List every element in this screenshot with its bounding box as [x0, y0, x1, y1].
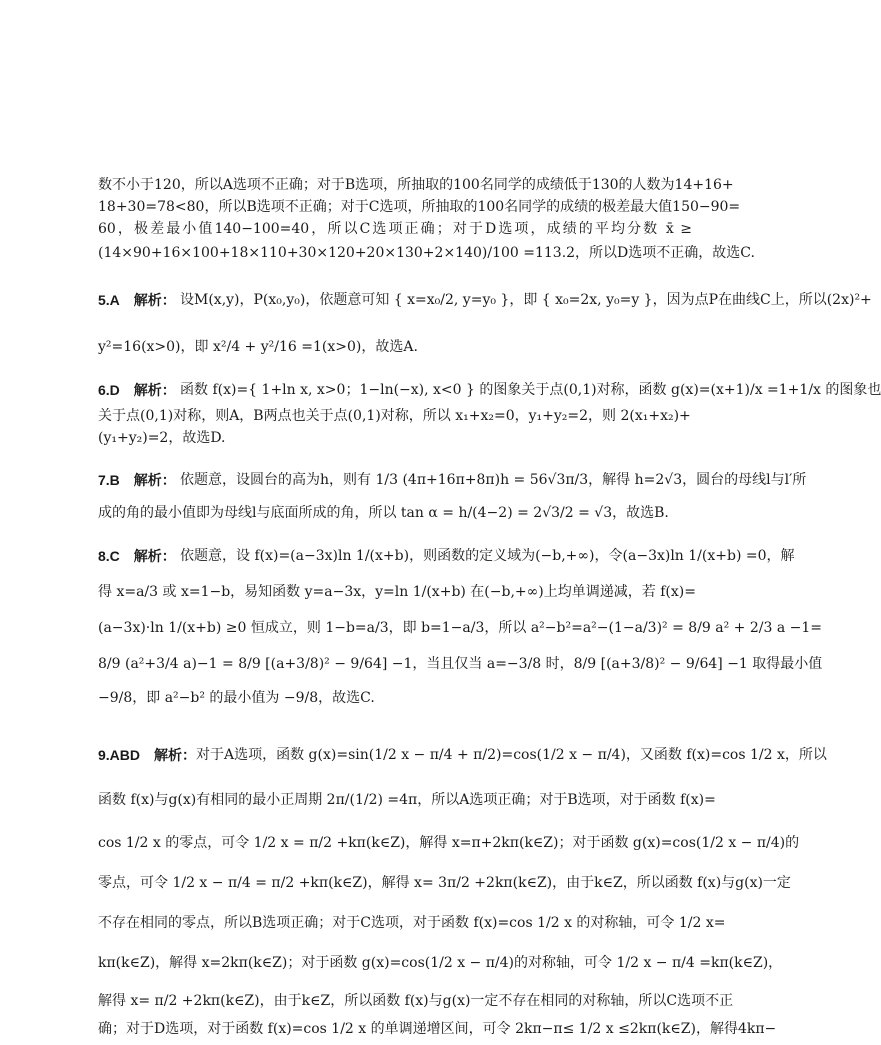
q8-line-2: 得 x=a/3 或 x=1−b，易知函数 y=a−3x，y=ln 1/(x+b) 在(−b,+∞)上均单调递减，若 f(x)=	[98, 584, 696, 600]
q9-line-4: 零点，可令 1/2 x − π/4 = π/2 +kπ(k∈Z)，解得 x= 3π/2 +2kπ(k∈Z)，由于k∈Z，所以函数 f(x)与g(x)一定	[98, 875, 791, 891]
q9-line-8: 确；对于D选项，对于函数 f(x)=cos 1/2 x 的单调递增区间，可令 2kπ−π≤ 1/2 x ≤2kπ(k∈Z)，解得4kπ−	[98, 1021, 777, 1037]
q4-line-2: 18+30=78<80，所以B选项不正确；对于C选项，所抽取的100名同学的成绩的极差最大值150−90=	[98, 199, 741, 215]
q4-line-1: 数不小于120，所以A选项不正确；对于B选项，所抽取的100名同学的成绩低于130的人数为14+16+	[98, 177, 734, 193]
q8-line-5: −9/8，即 a²−b² 的最小值为 −9/8，故选C.	[98, 690, 375, 706]
q4-line-3: 60，极差最小值140−100=40，所以C选项正确；对于D选项，成绩的平均分数 x̄ ≥	[98, 221, 692, 237]
q5-number: 5.A	[98, 292, 120, 308]
q6-line-2: 关于点(0,1)对称，则A，B两点也关于点(0,1)对称，所以 x₁+x₂=0，y₁+y₂=2，则 2(x₁+x₂)+	[98, 408, 691, 424]
q9-line-3: cos 1/2 x 的零点，可令 1/2 x = π/2 +kπ(k∈Z)，解得 x=π+2kπ(k∈Z)；对于函数 g(x)=cos(1/2 x − π/4)的	[98, 835, 800, 851]
q9-line-5: 不存在相同的零点，所以B选项正确；对于C选项，对于函数 f(x)=cos 1/2 x 的对称轴，可令 1/2 x=	[98, 915, 726, 931]
q9-line-1: 对于A选项，函数 g(x)=sin(1/2 x − π/4 + π/2)=cos(1/2 x − π/4)，又函数 f(x)=cos 1/2 x，所以	[196, 747, 827, 763]
q6-number: 6.D	[98, 382, 120, 398]
q8-label: 解析：	[133, 549, 176, 565]
q5-label: 解析：	[133, 293, 176, 309]
q7-label: 解析：	[133, 473, 176, 489]
q7-line-1: 依题意，设圆台的高为h，则有 1/3 (4π+16π+8π)h = 56√3π/3，解得 h=2√3，圆台的母线l与l′所	[180, 472, 807, 488]
q8-line-4: 8/9 (a²+3/4 a)−1 = 8/9 [(a+3/8)² − 9/64] −1，当且仅当 a=−3/8 时，8/9 [(a+3/8)² − 9/64] −1 取得最小值	[98, 656, 823, 672]
q6-label: 解析：	[133, 383, 176, 399]
q6-line-1: 函数 f(x)={ 1+ln x, x>0；1−ln(−x), x<0 } 的图象关于点(0,1)对称，函数 g(x)=(x+1)/x =1+1/x 的图象也	[180, 382, 881, 398]
q7-line-2: 成的角的最小值即为母线l与底面所成的角，所以 tan α = h/(4−2) = 2√3/2 = √3，故选B.	[98, 505, 669, 521]
q8-number: 8.C	[98, 548, 120, 564]
q9-number: 9.ABD	[98, 747, 141, 763]
q8-line-1: 依题意，设 f(x)=(a−3x)ln 1/(x+b)，则函数的定义域为(−b,+∞)，令(a−3x)ln 1/(x+b) =0，解	[180, 548, 795, 564]
q5-line-2: y²=16(x>0)，即 x²/4 + y²/16 =1(x>0)，故选A.	[98, 339, 418, 355]
q9-line-6: kπ(k∈Z)，解得 x=2kπ(k∈Z)；对于函数 g(x)=cos(1/2 x − π/4)的对称轴，可令 1/2 x − π/4 =kπ(k∈Z)，	[98, 955, 783, 971]
q5-line-1: 设M(x,y)，P(x₀,y₀)，依题意可知 { x=x₀/2, y=y₀ }，即 { x₀=2x, y₀=y }，因为点P在曲线C上，所以(2x)²+	[180, 292, 872, 308]
q6-line-3: (y₁+y₂)=2，故选D.	[98, 430, 226, 446]
q4-line-4: (14×90+16×100+18×110+30×120+20×130+2×140)/100 =113.2，所以D选项不正确，故选C.	[98, 245, 755, 261]
q9-line-2: 函数 f(x)与g(x)有相同的最小正周期 2π/(1/2) =4π，所以A选项正确；对于B选项，对于函数 f(x)=	[98, 792, 716, 808]
q7-number: 7.B	[98, 472, 120, 488]
q8-line-3: (a−3x)·ln 1/(x+b) ≥0 恒成立，则 1−b=a/3，即 b=1−a/3，所以 a²−b²=a²−(1−a/3)² = 8/9 a² + 2/3 a −1=	[98, 620, 823, 636]
q9-line-7: 解得 x= π/2 +2kπ(k∈Z)，由于k∈Z，所以函数 f(x)与g(x)一定不存在相同的对称轴，所以C选项不正	[98, 993, 734, 1009]
q9-header	[98, 745, 198, 766]
q9-label: 解析：	[154, 748, 197, 764]
